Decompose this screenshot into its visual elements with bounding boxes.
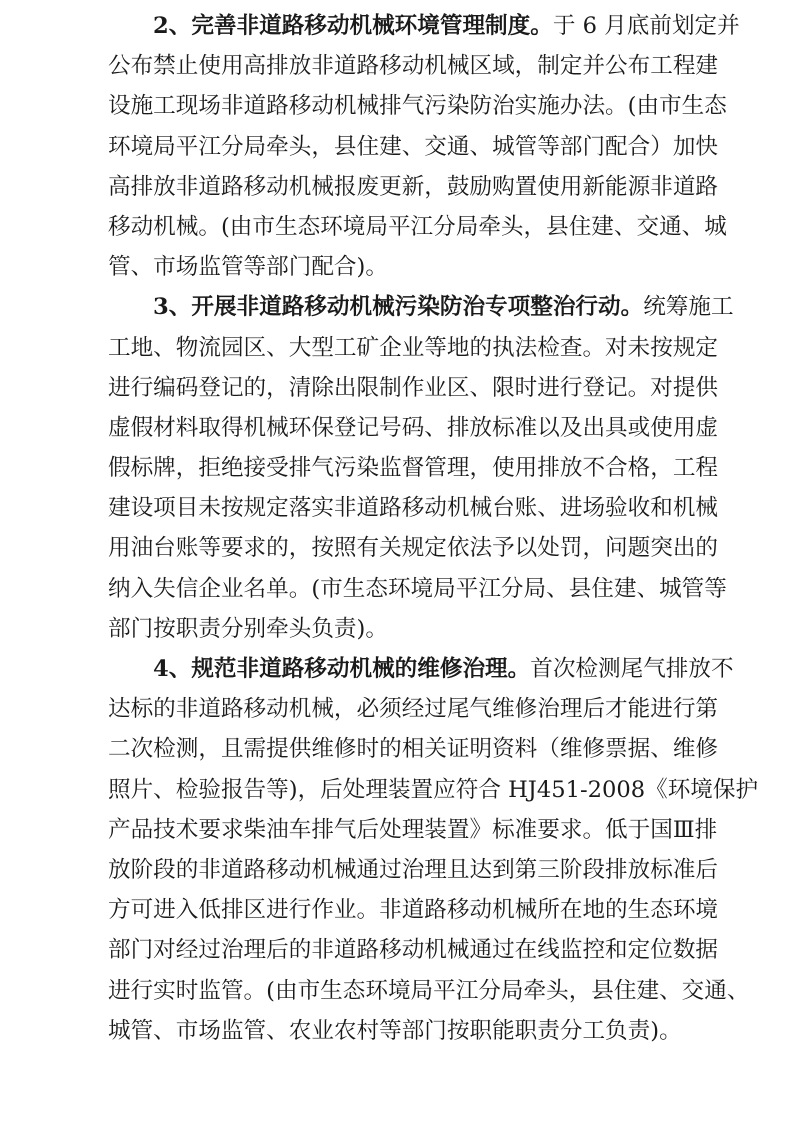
text-line: 方可进入低排区进行作业。非道路移动机械所在地的生态环境 (108, 897, 719, 924)
section-heading: 4、规范非道路移动机械的维修治理。 (153, 656, 531, 682)
section-heading: 2、完善非道路移动机械环境管理制度。 (153, 13, 553, 39)
paragraph-first-line (108, 287, 734, 327)
text-line: 照片、检验报告等)，后处理装置应符合 HJ451-2008《环境保护 (108, 776, 759, 803)
text-line: 二次检测，且需提供维修时的相关证明资料（维修票据、维修 (108, 736, 719, 763)
paragraph-text: 首次检测尾气排放不 (530, 656, 734, 682)
paragraph (108, 6, 740, 287)
document-page (108, 6, 759, 1051)
text-line: 城管、市场监管、农业农村等部门按职能职责分工负责)。 (108, 1017, 682, 1044)
paragraph-first-line (108, 6, 740, 46)
paragraph (108, 287, 734, 649)
text-line: 达标的非道路移动机械，必须经过尾气维修治理后才能进行第 (108, 696, 719, 723)
text-line: 工地、物流园区、大型工矿企业等地的执法检查。对未按规定 (108, 334, 719, 361)
paragraph (108, 649, 759, 1051)
text-line: 设施工现场非道路移动机械排气污染防治实施办法。(由市生态 (108, 93, 727, 120)
text-line: 环境局平江分局牵头，县住建、交通、城管等部门配合）加快 (108, 133, 719, 160)
text-line: 用油台账等要求的，按照有关规定依法予以处罚，问题突出的 (108, 535, 719, 562)
text-line: 放阶段的非道路移动机械通过治理且达到第三阶段排放标准后 (108, 856, 719, 883)
text-line: 移动机械。(由市生态环境局平江分局牵头，县住建、交通、城 (108, 213, 727, 240)
text-line: 建设项目未按规定落实非道路移动机械台账、进场验收和机械 (108, 495, 719, 522)
text-line: 高排放非道路移动机械报废更新，鼓励购置使用新能源非道路 (108, 173, 719, 200)
text-line: 产品技术要求柴油车排气后处理装置》标准要求。低于国Ⅲ排 (108, 816, 718, 843)
text-line: 部门按职责分别牵头负责)。 (108, 615, 388, 642)
text-line: 管、市场监管等部门配合)。 (108, 254, 388, 281)
paragraph-first-line (108, 649, 734, 689)
text-line: 纳入失信企业名单。(市生态环境局平江分局、县住建、城管等 (108, 575, 727, 602)
text-line: 部门对经过治理后的非道路移动机械通过在线监控和定位数据 (108, 937, 719, 964)
paragraph-text: 于 6 月底前划定并 (552, 13, 740, 39)
text-line: 进行编码登记的，清除出限制作业区、限时进行登记。对提供 (108, 374, 719, 401)
text-line: 进行实时监管。(由市生态环境局平江分局牵头，县住建、交通、 (108, 977, 750, 1004)
text-line: 假标牌，拒绝接受排气污染监督管理，使用排放不合格，工程 (108, 455, 719, 482)
section-heading: 3、开展非道路移动机械污染防治专项整治行动。 (153, 294, 644, 321)
text-line: 虚假材料取得机械环保登记号码、排放标准以及出具或使用虚 (108, 414, 719, 441)
text-line: 公布禁止使用高排放非道路移动机械区域，制定并公布工程建 (108, 53, 719, 80)
paragraph-text: 统筹施工 (643, 294, 734, 321)
